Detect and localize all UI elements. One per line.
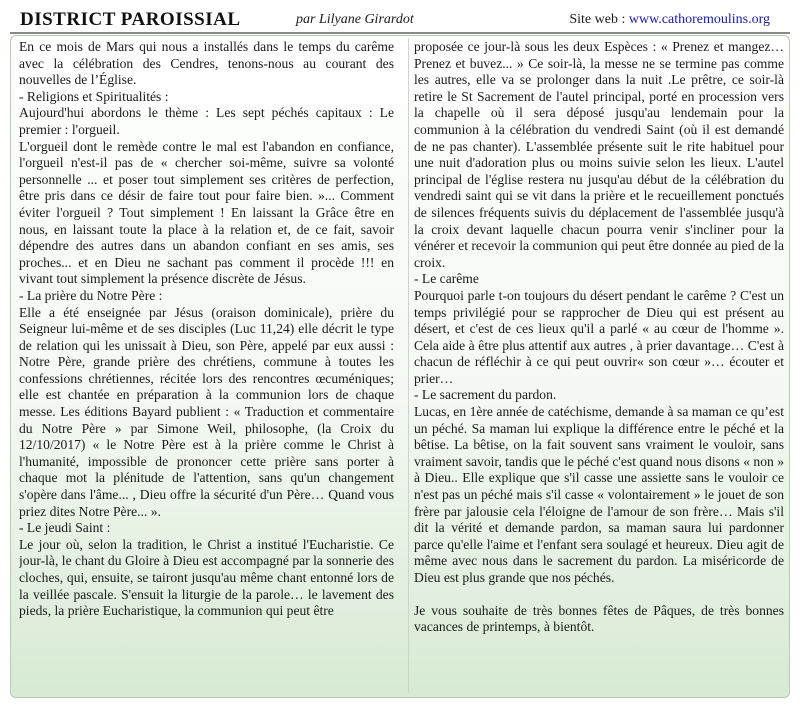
paragraph-closing: Je vous souhaite de très bonnes fêtes de Pâques, de très bonnes vacances de printemps, à bientôt. (414, 602, 784, 635)
heading-sacrement-pardon: - Le sacrement du pardon. (414, 387, 557, 403)
page-title: DISTRICT PAROISSIAL (20, 9, 241, 30)
heading-religions: - Religions et Spiritualités : (19, 88, 169, 104)
paragraph-jeudi-saint: Le jour où, selon la tradition, le Christ a institué l'Eucharistie. Ce jour-là, le chant du Gloire à Dieu est accompagné par la sonnerie des cloches, qui, ensuite, se tairont jusqu'au même chant entonné lors de la veillée pascale. S'ensuit la liturgie de la parole… le lavement des pieds, la prière Eucharistique, la communion qui peut être (19, 536, 394, 619)
paragraph-orgueil: L'orgueil dont le remède contre le mal est l'abandon en confiance, l'orgueil n'est-il pas de « chercher soi-même, suivre sa volonté personnelle ... et poser tout simplement ses critères de perfection, être pris dans ce désir de faire tout pour faire bien. »... Comment éviter l'orgueil ? Tout simplement ! En laissant la Grâce être en nous, en laissant toute la place à la relation et, de ce fait, savoir dépendre des autres dans un abandon confiant en ses amis, ses proches... et en Dieu ne sachant pas comment il procède !!! en vivant tout simplement la présence discrète de Jésus. (19, 138, 394, 287)
site-link[interactable]: www.cathoremoulins.org (628, 12, 770, 27)
paragraph-notre-pere: Elle a été enseignée par Jésus (oraison dominicale), prière du Seigneur lui-même et de ses disciples (Luc 11,24) elle décrit le type de relation qui les unissait à Dieu, son Père, appelé par eux aussi : Notre Père, grande prière des chrétiens, commune à toutes les confessions chrétiennes, récitée lors des rencontres œcuméniques; elle est chantée en préparation à la communion lors de chaque messe. Les éditions Bayard publient : « Traduction et commentaire du Notre Père » par Simone Weil, philosophe, (la Croix du 12/10/2017) « le Notre Père est à la prière comme le Christ à l'humanité, impossible de prononcer cette prière sans porter à chaque mot la plénitude de l'attention, sans qu'un changement s'opère dans l'âme... , Dieu offre la sécurité d'un Père… Quand vous priez dites Notre Père... ». (19, 304, 394, 519)
paragraph-intro: En ce mois de Mars qui nous a installés dans le temps du carême avec la célébration des Cendres, tenons-nous au courant des nouvelles de l’Église. (19, 39, 394, 88)
column-divider (408, 38, 409, 693)
heading-notre-pere: - La prière du Notre Père : (19, 287, 163, 303)
paragraph-jeudi-saint-continued: proposée ce jour-là sous les deux Espèces : « Prenez et mangez… Prenez et buvez... » Ce soir-là, la messe ne se termine pas comme les autres, elle va se prolonger dans la nuit .Le prêtre, ce soir-là retire le St Sacrement de l'autel principal, porté en procession vers la chapelle où il sera déposé jusqu'au lendemain pour la communion à la célébration du vendredi Saint (où il est demandé de ne pas chanter). L'assemblée présente suit le rite habituel pour une nuit d'adoration plus ou moins suivie selon les lieux. L'autel principal de l'église restera nu jusqu'au début de la célébration du vendredi saint qui se vit dans la prière et le recueillement ponctués de silences fréquents suivis du déplacement de l'assemblée jusqu'à la croix devant laquelle chacun pourra venir s'incliner pour la vénérer et recevoir la communion qui peut être donnée au pied de la croix. (414, 39, 784, 270)
author-byline: par Lilyane Girardot (296, 12, 414, 27)
paragraph-careme: Pourquoi parle t-on toujours du désert pendant le carême ? C'est un temps privilégié pour se rapprocher de Dieu qui est présent au désert, et c'est de ces lieux qu'il a parlé « au cœur de l'homme ». Cela aide à être plus attentif aux autres , à prier davantage… C'est à chacun de réfléchir à ce qui peut ouvrir« son cœur »… écouter et prier… (414, 287, 784, 386)
site-info (569, 12, 770, 28)
heading-careme: - Le carême (414, 271, 479, 287)
heading-jeudi-saint: - Le jeudi Saint : (19, 520, 111, 536)
article-panel (10, 35, 790, 698)
header-bar (10, 6, 790, 34)
paragraph-spacer (414, 587, 784, 603)
right-column (414, 39, 784, 636)
paragraph-sacrement-pardon: Lucas, en 1ère année de catéchisme, demande à sa maman ce qu’est un péché. Sa maman lui explique la différence entre le péché et la bêtise. La bêtise, on la fait souvent sans vraiment le vouloir, sans vraiment savoir, tandis que le péché c'est quand nous disons « non » à Dieu.. Elle explique que s'il casse une assiette sans le vouloir ce n'est pas un péché mais s'il casse « volontairement » le jouet de son frère par jalousie cela l'éloigne de l'amour de son frère… Mais s'il dit la vérité et demande pardon, sa maman saura lui pardonner parce qu'elle l'aime et l'enfant sera soulagé et heureux. Dieu agit de même avec nous dans le sacrement du pardon. La miséricorde de Dieu est plus grande que nos péchés. (414, 404, 784, 585)
site-label: Site web : (569, 12, 629, 27)
left-column (19, 39, 394, 620)
paragraph-theme: Aujourd'hui abordons le thème : Les sept péchés capitaux : Le premier : l'orgueil. (19, 105, 394, 137)
